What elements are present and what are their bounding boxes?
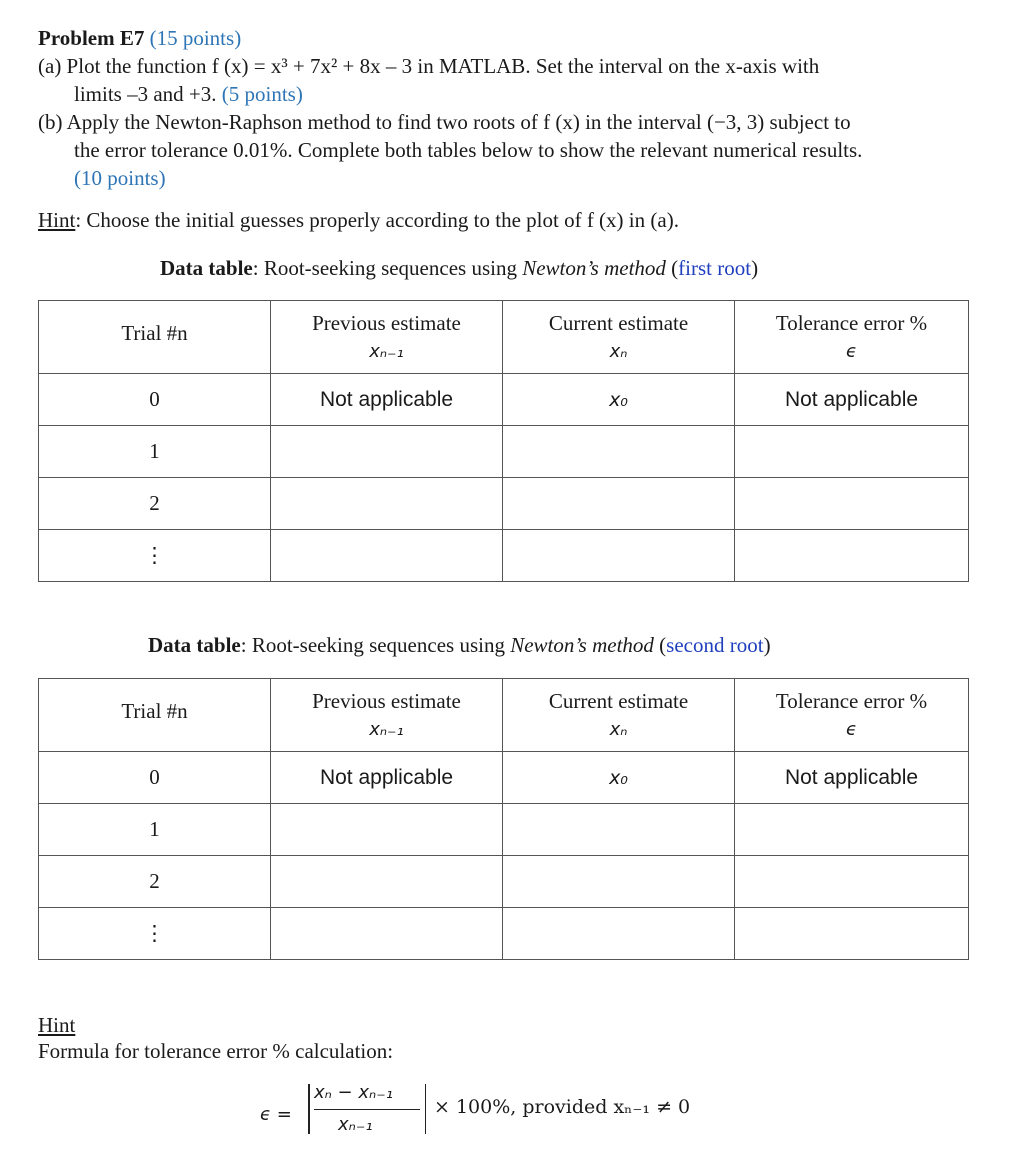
cell-tolerance: Not applicable: [735, 752, 969, 804]
table-row: [39, 752, 969, 804]
table-row: [39, 804, 969, 856]
problem-title-line: [38, 24, 978, 52]
cell-trial: ⋮: [39, 908, 271, 960]
table1-caption-bold: Data table: [160, 256, 253, 280]
part-b-line2: the error tolerance 0.01%. Complete both tables below to show the relevant numerical results.: [74, 138, 863, 162]
cell-trial: 2: [39, 478, 271, 530]
cell-current-empty[interactable]: [503, 478, 735, 530]
table1-caption-close: ): [751, 256, 759, 280]
cell-current-empty[interactable]: [503, 804, 735, 856]
cell-current: x₀: [503, 374, 735, 426]
cell-tolerance-empty[interactable]: [735, 856, 969, 908]
header-current: Current estimate xₙ: [503, 679, 735, 752]
cell-tolerance-empty[interactable]: [735, 478, 969, 530]
formula-denominator: xₙ₋₁: [338, 1114, 373, 1135]
table1-caption-blue: first root: [678, 256, 752, 280]
part-a-text: limits –3 and +3.: [74, 82, 217, 106]
part-a-line1: (a) Plot the function f (x) = x³ + 7x² + 8x – 3 in MATLAB. Set the interval on the x-axis with: [38, 54, 820, 78]
hint-text: : Choose the initial guesses properly according to the plot of f (x) in (a).: [75, 208, 679, 232]
formula-numerator: xₙ − xₙ₋₁: [314, 1082, 393, 1103]
table-row: [39, 530, 969, 582]
table2-caption-italic: Newton’s method: [510, 633, 654, 657]
table1-header-row: [39, 301, 969, 374]
cell-trial: 1: [39, 804, 271, 856]
header-trial: Trial #n: [39, 679, 271, 752]
table-row: [39, 856, 969, 908]
table2-header-row: [39, 679, 969, 752]
part-a-line2: [38, 80, 978, 108]
header-previous: Previous estimate xₙ₋₁: [271, 301, 503, 374]
header-tolerance: Tolerance error % ϵ: [735, 301, 969, 374]
cell-tolerance-empty[interactable]: [735, 908, 969, 960]
table2-caption-bold: Data table: [148, 633, 241, 657]
hint-line: [38, 208, 679, 233]
cell-tolerance-empty[interactable]: [735, 530, 969, 582]
formula-hint: [38, 1012, 393, 1064]
cell-current-empty[interactable]: [503, 426, 735, 478]
table1-caption-italic: Newton’s method: [522, 256, 666, 280]
problem-points: (15 points): [149, 26, 242, 50]
abs-bar-right: [425, 1084, 427, 1134]
problem-title: Problem E7: [38, 26, 145, 50]
table1-caption: [160, 256, 758, 281]
part-a-points: (5 points): [221, 82, 303, 106]
header-current: Current estimate xₙ: [503, 301, 735, 374]
cell-previous: Not applicable: [271, 374, 503, 426]
header-previous: Previous estimate xₙ₋₁: [271, 679, 503, 752]
cell-current-empty[interactable]: [503, 908, 735, 960]
formula-rest: × 100%, provided xₙ₋₁ ≠ 0: [434, 1096, 691, 1118]
cell-previous-empty[interactable]: [271, 856, 503, 908]
cell-tolerance: Not applicable: [735, 374, 969, 426]
cell-previous: Not applicable: [271, 752, 503, 804]
cell-trial: 0: [39, 374, 271, 426]
table-second-root: [38, 678, 969, 960]
cell-trial: ⋮: [39, 530, 271, 582]
cell-tolerance-empty[interactable]: [735, 426, 969, 478]
formula-hint-text: Formula for tolerance error % calculation:: [38, 1039, 394, 1063]
cell-previous-empty[interactable]: [271, 908, 503, 960]
abs-bar-left: [308, 1084, 310, 1134]
table-row: [39, 478, 969, 530]
cell-previous-empty[interactable]: [271, 478, 503, 530]
table1-caption-open: (: [665, 256, 679, 280]
formula-hint-label: Hint: [38, 1013, 76, 1037]
formula-absolute-fraction: [308, 1082, 426, 1142]
cell-trial: 2: [39, 856, 271, 908]
formula-epsilon: ϵ =: [260, 1104, 292, 1125]
cell-trial: 1: [39, 426, 271, 478]
cell-tolerance-empty[interactable]: [735, 804, 969, 856]
cell-previous-empty[interactable]: [271, 426, 503, 478]
cell-trial: 0: [39, 752, 271, 804]
cell-previous-empty[interactable]: [271, 530, 503, 582]
table-row: [39, 908, 969, 960]
header-tolerance: Tolerance error % ϵ: [735, 679, 969, 752]
table-row: [39, 374, 969, 426]
header-trial: Trial #n: [39, 301, 271, 374]
table2-caption-close: ): [763, 633, 771, 657]
cell-current: x₀: [503, 752, 735, 804]
table1-caption-text: : Root-seeking sequences using: [252, 256, 523, 280]
table2-caption: [148, 633, 771, 658]
table2-caption-open: (: [653, 633, 667, 657]
hint-label: Hint: [38, 208, 76, 232]
cell-previous-empty[interactable]: [271, 804, 503, 856]
part-b-line1: (b) Apply the Newton-Raphson method to find two roots of f (x) in the interval (−3, 3) subject to: [38, 110, 851, 134]
table2-caption-blue: second root: [666, 633, 764, 657]
fraction-line: [314, 1109, 420, 1110]
table-row: [39, 426, 969, 478]
problem-statement: [38, 24, 978, 192]
table-first-root: [38, 300, 969, 582]
table2-caption-text: : Root-seeking sequences using: [240, 633, 511, 657]
cell-current-empty[interactable]: [503, 856, 735, 908]
cell-current-empty[interactable]: [503, 530, 735, 582]
part-b-points: (10 points): [74, 166, 166, 190]
